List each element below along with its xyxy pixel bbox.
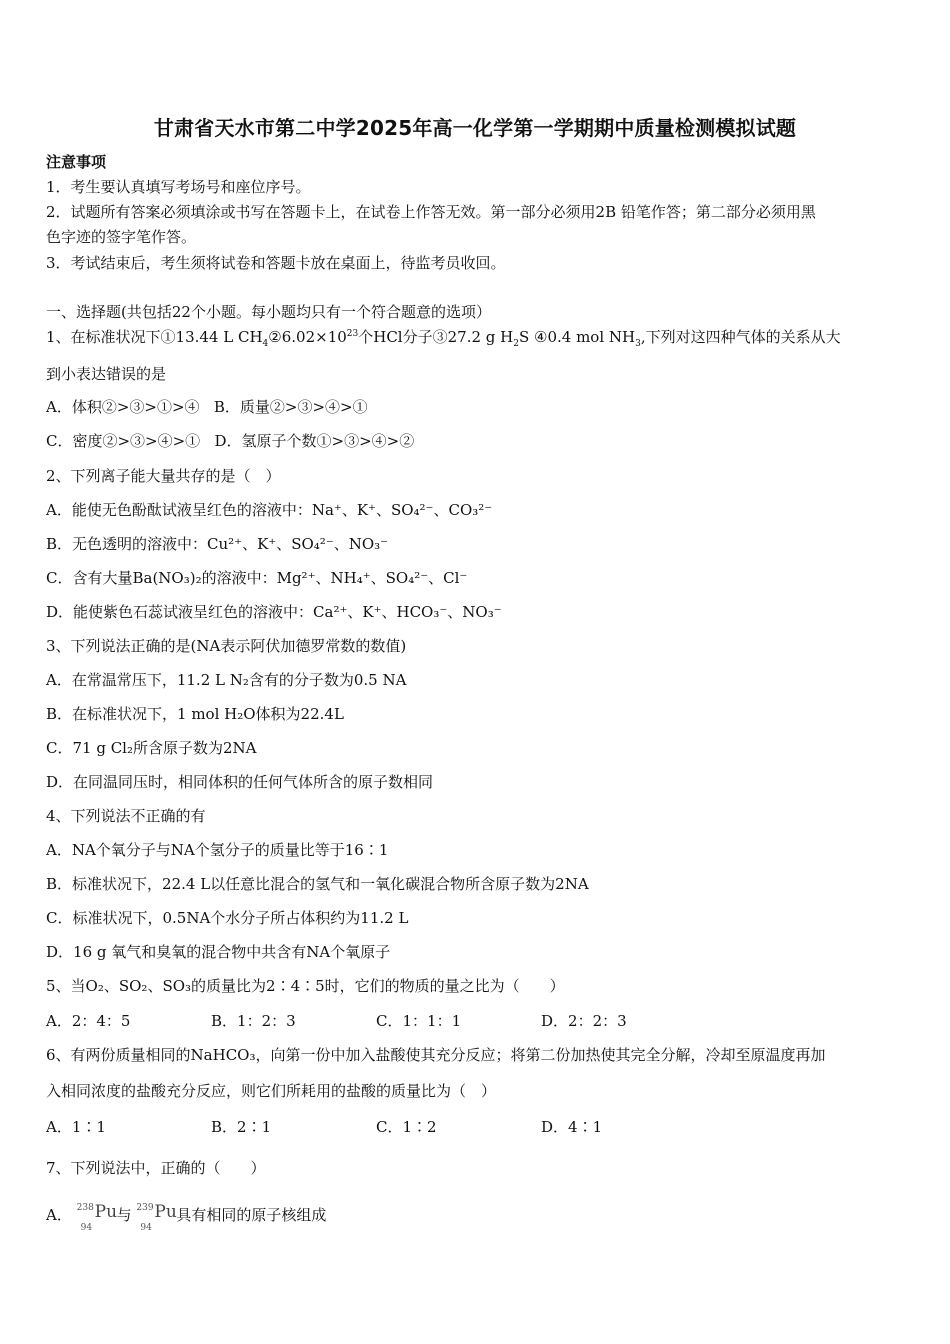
q4-option-a: A．NA个氧分子与NA个氢分子的质量比等于16∶1 — [46, 841, 389, 859]
q1-stem-i: ,下列对这四种气体的关系从大 — [640, 328, 841, 346]
nuclide-1-symbol: Pu — [94, 1202, 118, 1222]
notice-item-1: 1．考生要认真填写考场号和座位序号。 — [46, 178, 311, 196]
q2-option-a: A．能使无色酚酞试液呈红色的溶液中：Na⁺、K⁺、SO₄²⁻、CO₃²⁻ — [46, 501, 493, 519]
q1-sub-2: 2 — [513, 339, 519, 349]
notice-heading: 注意事项 — [46, 153, 107, 171]
q1-options-row2 — [46, 431, 414, 451]
q7-stem: 7、下列说法中，正确的（ ） — [46, 1159, 266, 1177]
nuclide-2-symbol: Pu — [154, 1202, 177, 1222]
q5-option-b: B．1：2：3 — [211, 1012, 296, 1030]
q1-stem — [46, 327, 841, 347]
q5-stem: 5、当O₂、SO₂、SO₃的质量比为2∶4∶5时，它们的物质的量之比为（ ） — [46, 977, 565, 995]
q2-stem: 2、下列离子能大量共存的是（ ） — [46, 467, 281, 485]
q1-option-b: B．质量②>③>④>① — [213, 398, 368, 416]
q7-connector: 与 — [116, 1206, 132, 1224]
q4-stem: 4、下列说法不正确的有 — [46, 807, 206, 825]
q1-stem-g: S ④0.4 mol NH — [518, 328, 636, 346]
notice-item-3: 3．考试结束后，考生须将试卷和答题卡放在桌面上，待监考员收回。 — [46, 254, 506, 272]
q1-sup-23: 23 — [346, 329, 359, 339]
q6-option-c: C．1∶2 — [376, 1118, 437, 1136]
q6-option-b: B．2∶1 — [211, 1118, 272, 1136]
q6-option-a: A．1∶1 — [46, 1118, 106, 1136]
q3-option-a: A．在常温常压下，11.2 L N₂含有的分子数为0.5 NA — [46, 671, 407, 689]
nuclide-pu-238 — [76, 1202, 118, 1233]
q1-stem-e: 个HCl分子③27.2 g H — [358, 328, 514, 346]
q1-option-a: A．体积②>③>①>④ — [46, 398, 200, 416]
q2-option-d: D．能使紫色石蕊试液呈红色的溶液中：Ca²⁺、K⁺、HCO₃⁻、NO₃⁻ — [46, 603, 502, 621]
q4-option-c: C．标准状况下，0.5NA个水分子所占体积约为11.2 L — [46, 909, 409, 927]
q7-option-a-label: A． — [46, 1206, 72, 1224]
q1-option-c: C．密度②>③>④>① — [46, 432, 201, 450]
nuclide-2-mass: 239 — [136, 1203, 154, 1213]
q2-option-b: B．无色透明的溶液中：Cu²⁺、K⁺、SO₄²⁻、NO₃⁻ — [46, 535, 389, 553]
q7-option-a — [46, 1202, 327, 1233]
notice-item-2-cont: 色字迹的签字笔作答。 — [46, 228, 197, 246]
q4-option-d: D．16 g 氧气和臭氧的混合物中共含有NA个氧原子 — [46, 943, 391, 961]
q5-option-d: D．2：2：3 — [541, 1012, 627, 1030]
q1-stem-line2: 到小表达错误的是 — [46, 365, 167, 383]
q3-option-c: C．71 g Cl₂所含原子数为2NA — [46, 739, 257, 757]
nuclide-1-atomic-number: 94 — [80, 1223, 93, 1233]
page-title: 甘肃省天水市第二中学2025年高一化学第一学期期中质量检测模拟试题 — [153, 116, 797, 140]
q6-option-d: D．4∶1 — [541, 1118, 603, 1136]
q3-stem: 3、下列说法正确的是(NA表示阿伏加德罗常数的数值) — [46, 637, 407, 655]
q4-option-b: B．标准状况下，22.4 L以任意比混合的氢气和一氧化碳混合物所含原子数为2NA — [46, 875, 589, 893]
q1-sub-4: 4 — [262, 339, 269, 349]
q1-stem-a: 1、在标准状况下①13.44 L CH — [46, 328, 263, 346]
nuclide-1-mass: 238 — [76, 1203, 94, 1213]
nuclide-pu-239 — [136, 1202, 177, 1233]
q6-stem-line2: 入相同浓度的盐酸充分反应，则它们所耗用的盐酸的质量比为（ ） — [46, 1082, 497, 1100]
q1-stem-c: ②6.02×10 — [268, 328, 347, 346]
q1-option-d: D．氢原子个数①>③>④>② — [214, 432, 415, 450]
notice-item-2: 2．试题所有答案必须填涂或书写在答题卡上，在试卷上作答无效。第一部分必须用2B 铅笔作答；第二部分必须用黑 — [46, 203, 816, 221]
q2-option-c: C．含有大量Ba(NO₃)₂的溶液中：Mg²⁺、NH₄⁺、SO₄²⁻、Cl⁻ — [46, 569, 468, 587]
q7-option-a-tail: 具有相同的原子核组成 — [176, 1206, 327, 1224]
q6-options — [46, 1117, 602, 1137]
section-heading: 一、选择题(共包括22个小题。每小题均只有一个符合题意的选项） — [46, 303, 491, 321]
q5-options — [46, 1011, 627, 1031]
q1-options-row1 — [46, 397, 368, 417]
q3-option-d: D．在同温同压时，相同体积的任何气体所含的原子数相同 — [46, 773, 434, 791]
q5-option-c: C．1：1：1 — [376, 1012, 462, 1030]
q3-option-b: B．在标准状况下，1 mol H₂O体积为22.4L — [46, 705, 344, 723]
nuclide-2-atomic-number: 94 — [140, 1223, 152, 1233]
q6-stem-line1: 6、有两份质量相同的NaHCO₃，向第一份中加入盐酸使其充分反应；将第二份加热使其完全分解，冷却至原温度再加 — [46, 1046, 826, 1064]
q1-sub-3: 3 — [635, 339, 641, 349]
q5-option-a: A．2：4：5 — [46, 1012, 131, 1030]
